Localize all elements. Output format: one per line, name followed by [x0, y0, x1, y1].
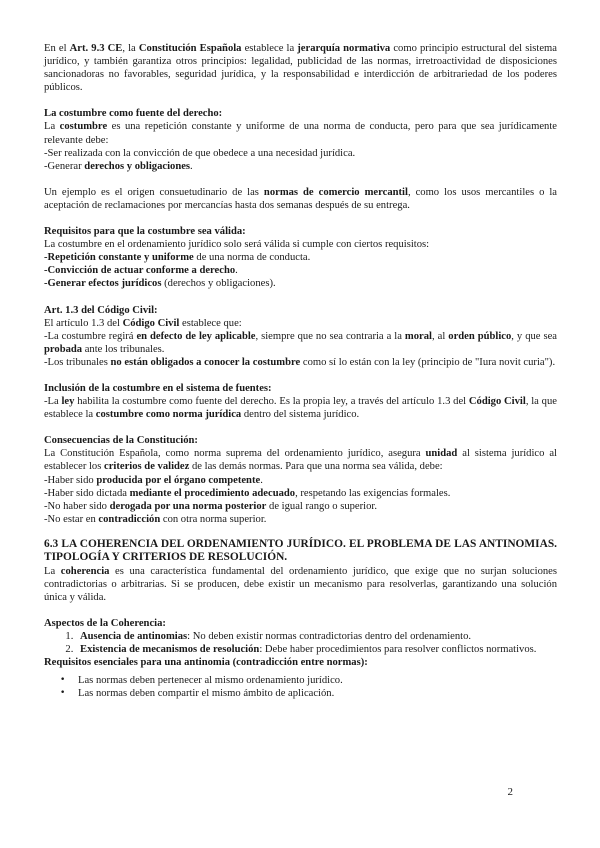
section-heading: Aspectos de la Coherencia: — [44, 618, 166, 630]
list-item: • Las normas deben compartir el mismo ámbito de aplicación. — [78, 687, 557, 700]
bullet-list — [44, 674, 557, 700]
list-item: • Las normas deben pertenecer al mismo ordenamiento jurídico. — [78, 674, 557, 687]
section-aspectos — [44, 617, 557, 700]
list-line: -Generar efectos jurídicos (derechos y obligaciones). — [44, 278, 276, 290]
section-6-3 — [44, 538, 557, 604]
section-heading: Art. 1.3 del Código Civil: — [44, 304, 158, 316]
chapter-heading: 6.3 LA COHERENCIA DEL ORDENAMIENTO JURÍDICO. EL PROBLEMA DE LAS ANTINOMIAS. TIPOLOGÍA Y CRITERIOS DE RESOLUCIÓN. — [44, 537, 557, 564]
list-line: -Generar derechos y obligaciones. — [44, 160, 193, 172]
section-heading: Consecuencias de la Constitución: — [44, 435, 198, 447]
list-line: -No haber sido derogada por una norma posterior de igual rango o superior. — [44, 500, 377, 512]
paragraph: -La ley habilita la costumbre como fuente del derecho. Es la propia ley, a través del artículo 1.3 del Código Civil, la que establece la costumbre como norma jurídica dentro del sistema jurídico. — [44, 396, 557, 421]
section-heading: Requisitos esenciales para una antinomia (contradicción entre normas): — [44, 657, 368, 669]
section-inclusion — [44, 382, 557, 421]
section-heading: Requisitos para que la costumbre sea válida: — [44, 226, 246, 238]
section-requisitos — [44, 225, 557, 290]
paragraph: Un ejemplo es el origen consuetudinario de las normas de comercio mercantil, como los usos mercantiles o la aceptación de reclamaciones por mercancías hasta dos semanas después de su entrega. — [44, 186, 558, 211]
list-line: -Ser realizada con la convicción de que obedece a una necesidad jurídica. — [44, 147, 356, 159]
section-consecuencias — [44, 434, 557, 526]
paragraph: La costumbre es una repetición constante y uniforme de una norma de conducta, pero para que sea jurídicamente relevante debe: — [44, 121, 557, 146]
list-line: -Convicción de actuar conforme a derecho. — [44, 265, 238, 277]
section-heading: La costumbre como fuente del derecho: — [44, 108, 223, 120]
paragraph: El artículo 1.3 del Código Civil establece que: — [44, 317, 242, 329]
paragraph: La costumbre en el ordenamiento jurídico solo será válida si cumple con ciertos requisitos: — [44, 239, 430, 251]
list-line: -Los tribunales no están obligados a conocer la costumbre como sí lo están con la ley (principio de "Iura novit curia"). — [44, 356, 556, 368]
section-ejemplo — [44, 186, 557, 212]
list-line: -Repetición constante y uniforme de una norma de conducta. — [44, 252, 311, 264]
list-item: 1. Ausencia de antinomias: No deben existir normas contradictorias dentro del ordenamiento. — [76, 630, 557, 643]
list-line: -No estar en contradicción con otra norma superior. — [44, 513, 267, 525]
intro-paragraph: En el Art. 9.3 CE, la Constitución Española establece la jerarquía normativa como principio estructural del sistema jurídico, y también garantiza otros principios: legalidad, publicidad de las normas, irretroactividad de disposiciones sancionadoras no favorables, seguridad jurídica, y la responsabilidad e interdicción de arbitrariedad de los poderes públicos. — [44, 43, 557, 94]
section-heading: Inclusión de la costumbre en el sistema de fuentes: — [44, 382, 272, 394]
list-item: 2. Existencia de mecanismos de resolución: Debe haber procedimientos para resolver conflictos normativos. — [76, 643, 557, 656]
page-number: 2 — [507, 786, 513, 798]
list-line: -La costumbre regirá en defecto de ley aplicable, siempre que no sea contraria a la moral, al orden público, y que sea probada ante los tribunales. — [44, 330, 558, 355]
paragraph: La Constitución Española, como norma suprema del ordenamiento jurídico, asegura unidad al sistema jurídico al establecer los criterios de validez de las demás normas. Para que una norma sea válida, debe: — [44, 448, 557, 473]
numbered-list — [44, 630, 557, 656]
list-line: -Haber sido producida por el órgano competente. — [44, 474, 263, 486]
section-art-1-3 — [44, 304, 557, 369]
paragraph: La coherencia es una característica fundamental del ordenamiento jurídico, que exige que no surjan soluciones contradictorias o arbitrarias. Si se producen, debe existir un mecanismo para resolverlas, garantizando una solución única y válida. — [44, 565, 557, 604]
list-line: -Haber sido dictada mediante el procedimiento adecuado, respetando las exigencias formales. — [44, 487, 451, 499]
section-costumbre-fuente — [44, 107, 557, 172]
